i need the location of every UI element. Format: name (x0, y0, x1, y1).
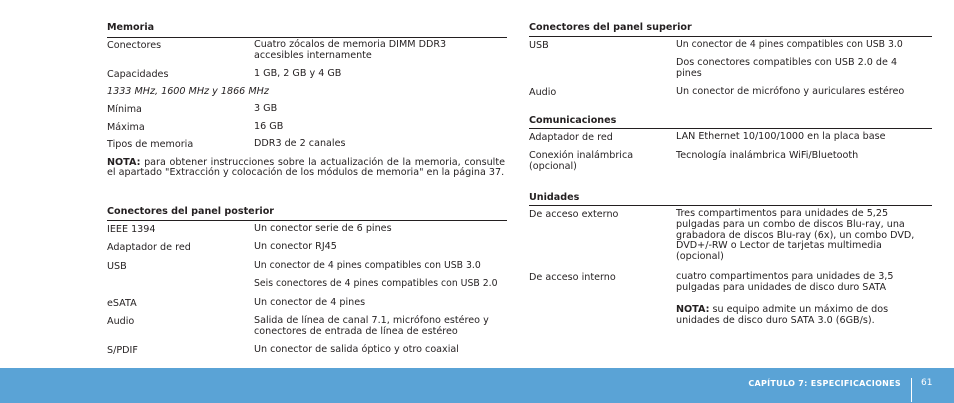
section-title-unidades: Unidades (529, 192, 580, 203)
spec-label: Conectores (107, 40, 162, 51)
section-title-memoria: Memoria (107, 22, 155, 33)
footer-band (0, 368, 954, 403)
spec-label: IEEE 1394 (107, 224, 156, 235)
spec-value: 16 GB (254, 121, 284, 132)
section-rule (107, 220, 507, 221)
spec-value: cuatro compartimentos para unidades de 3,5 pulgadas para unidades de disco duro SATA (676, 271, 894, 293)
spec-label: S/PDIF (107, 345, 138, 356)
spec-label: USB (529, 40, 549, 51)
spec-value: 3 GB (254, 103, 278, 114)
page-number: 61 (921, 378, 933, 388)
spec-label: Audio (529, 87, 557, 98)
memory-note (107, 158, 505, 179)
spec-value: DDR3 de 2 canales (254, 138, 346, 149)
spec-value: Un conector RJ45 (254, 241, 337, 252)
spec-value: Dos conectores compatibles con USB 2.0 de 4 pines (676, 57, 898, 79)
spec-label: Capacidades (107, 69, 169, 80)
section-title-superior: Conectores del panel superior (529, 22, 692, 33)
section-title-posterior: Conectores del panel posterior (107, 206, 275, 217)
spec-label: Conexión inalámbrica (opcional) (529, 150, 634, 172)
spec-label: Mínima (107, 104, 142, 115)
spec-label: De acceso externo (529, 209, 619, 220)
spec-label: Adaptador de red (529, 132, 613, 143)
section-rule (529, 36, 932, 37)
spec-label: Adaptador de red (107, 242, 191, 253)
spec-value: Un conector de 4 pines compatibles con USB 3.0 (254, 260, 481, 271)
note-text: para obtener instrucciones sobre la actualización de la memoria, consulte el apartado "Extracción y colocación de los módulos de memoria" en la página 37. (107, 157, 505, 179)
note-label: NOTA: (676, 304, 710, 315)
spec-value: Tecnología inalámbrica WiFi/Bluetooth (676, 150, 859, 161)
section-rule (529, 128, 932, 129)
spec-value: Un conector serie de 6 pines (254, 223, 392, 234)
spec-label: Tipos de memoria (107, 139, 194, 150)
spec-value: 1 GB, 2 GB y 4 GB (254, 68, 342, 79)
spec-value: Un conector de micrófono y auriculares estéreo (676, 86, 905, 97)
section-title-comunicaciones: Comunicaciones (529, 115, 617, 126)
spec-value: Cuatro zócalos de memoria DIMM DDR3 accesibles internamente (254, 39, 447, 61)
spec-value: Tres compartimentos para unidades de 5,25 pulgadas para un combo de discos Blu-ray, una grabadora de discos Blu-ray (6x), un combo DVD, DVD+/-RW o Lector de tarjetas multimedia (opcional) (676, 208, 915, 263)
drives-note (676, 305, 916, 327)
spec-value: LAN Ethernet 10/100/1000 en la placa base (676, 131, 886, 142)
note-text: su equipo admite un máximo de dos unidades de disco duro SATA 3.0 (6GB/s). (676, 304, 889, 326)
spec-value: Un conector de 4 pines compatibles con USB 3.0 (676, 39, 903, 50)
section-rule (107, 37, 507, 38)
spec-label: USB (107, 261, 127, 272)
spec-label: Audio (107, 316, 135, 327)
spec-value: Un conector de 4 pines (254, 297, 366, 308)
spec-value: Seis conectores de 4 pines compatibles con USB 2.0 (254, 278, 498, 289)
spec-label: Máxima (107, 122, 145, 133)
chapter-title: CAPÍTULO 7: ESPECIFICACIONES (748, 379, 901, 388)
spec-value: Salida de línea de canal 7.1, micrófono estéreo y conectores de entrada de línea de estéreo (254, 315, 489, 337)
footer-divider (911, 378, 912, 402)
spec-label: eSATA (107, 298, 137, 309)
memory-speeds: 1333 MHz, 1600 MHz y 1866 MHz (107, 86, 269, 97)
section-rule (529, 205, 932, 206)
spec-label: De acceso interno (529, 272, 616, 283)
spec-value: Un conector de salida óptico y otro coaxial (254, 344, 459, 355)
note-label: NOTA: (107, 157, 141, 168)
